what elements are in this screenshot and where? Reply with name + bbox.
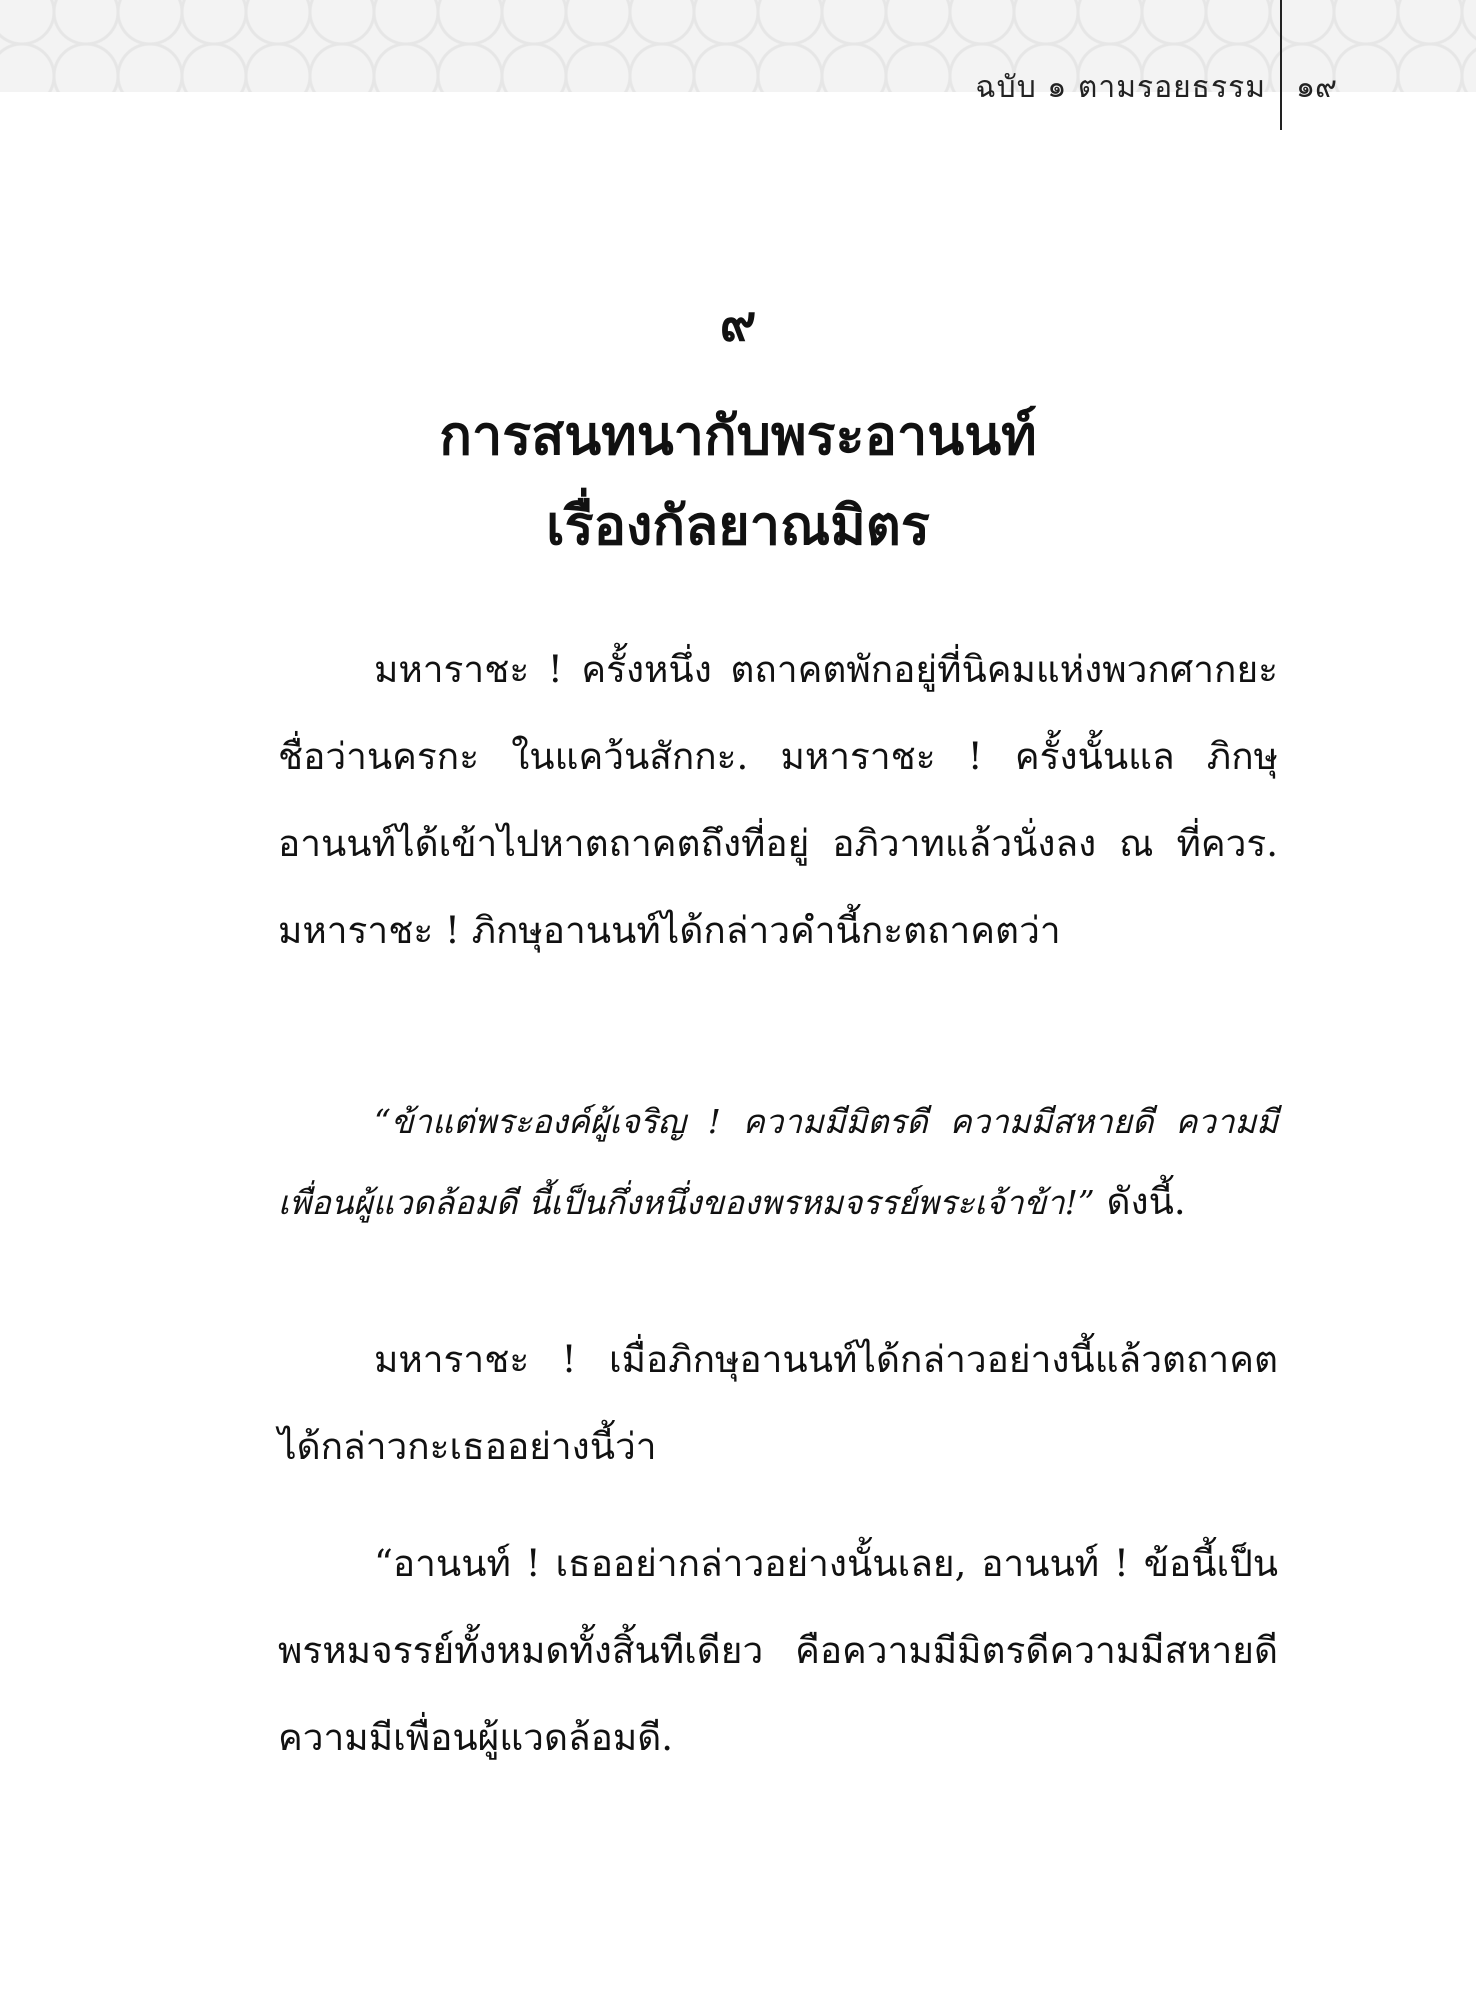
chapter-number: ๙ bbox=[719, 293, 757, 352]
paragraph-1 bbox=[278, 626, 1278, 974]
quote-closing: ดังนี้. bbox=[1094, 1180, 1186, 1223]
paragraph-3-text: “อานนท์ ! เธออย่ากล่าวอย่างนั้นเลย, อานนท์ ! ข้อนี้เป็นพรหมจรรย์ทั้งหมดทั้งสิ้นทีเดียว คือความมีมิตรดีความมีสหายดี ความมีเพื่อนผู้แวดล้อมดี. bbox=[278, 1542, 1278, 1759]
paragraph-2 bbox=[278, 1316, 1278, 1490]
chapter-title bbox=[0, 390, 1476, 570]
chapter-title-line1: การสนทนากับพระอานนท์ bbox=[439, 403, 1037, 467]
paragraph-2-text: มหาราชะ ! เมื่อภิกษุอานนท์ได้กล่าวอย่างนี้แล้วตถาคตได้กล่าวกะเธออย่างนี้ว่า bbox=[278, 1338, 1278, 1468]
running-title: ฉบับ ๑ ตามรอยธรรม bbox=[975, 70, 1266, 105]
header-divider bbox=[1280, 0, 1282, 130]
quote-text: “ข้าแต่พระองค์ผู้เจริญ ! ความมีมิตรดี ความมีสหายดี ความมีเพื่อนผู้แวดล้อมดี นี้เป็นกึ่งหนึ่งของพรหมจรรย์พระเจ้าข้า!” bbox=[278, 1102, 1278, 1222]
paragraph-3 bbox=[278, 1520, 1278, 1781]
chapter-title-line2: เรื่องกัลยาณมิตร bbox=[546, 493, 930, 557]
quote-block bbox=[278, 1082, 1278, 1243]
paragraph-1-text: มหาราชะ ! ครั้งหนึ่ง ตถาคตพักอยู่ที่นิคมแห่งพวกศากยะ ชื่อว่านครกะ ในแคว้นสักกะ. มหาราชะ ! ครั้งนั้นแล ภิกษุอานนท์ได้เข้าไปหาตถาคตถึงที่อยู่ อภิวาทแล้วนั่งลง ณ ที่ควร. มหาราชะ ! ภิกษุอานนท์ได้กล่าวคำนี้กะตถาคตว่า bbox=[278, 648, 1278, 952]
page-number: ๑๙ bbox=[1296, 70, 1338, 105]
